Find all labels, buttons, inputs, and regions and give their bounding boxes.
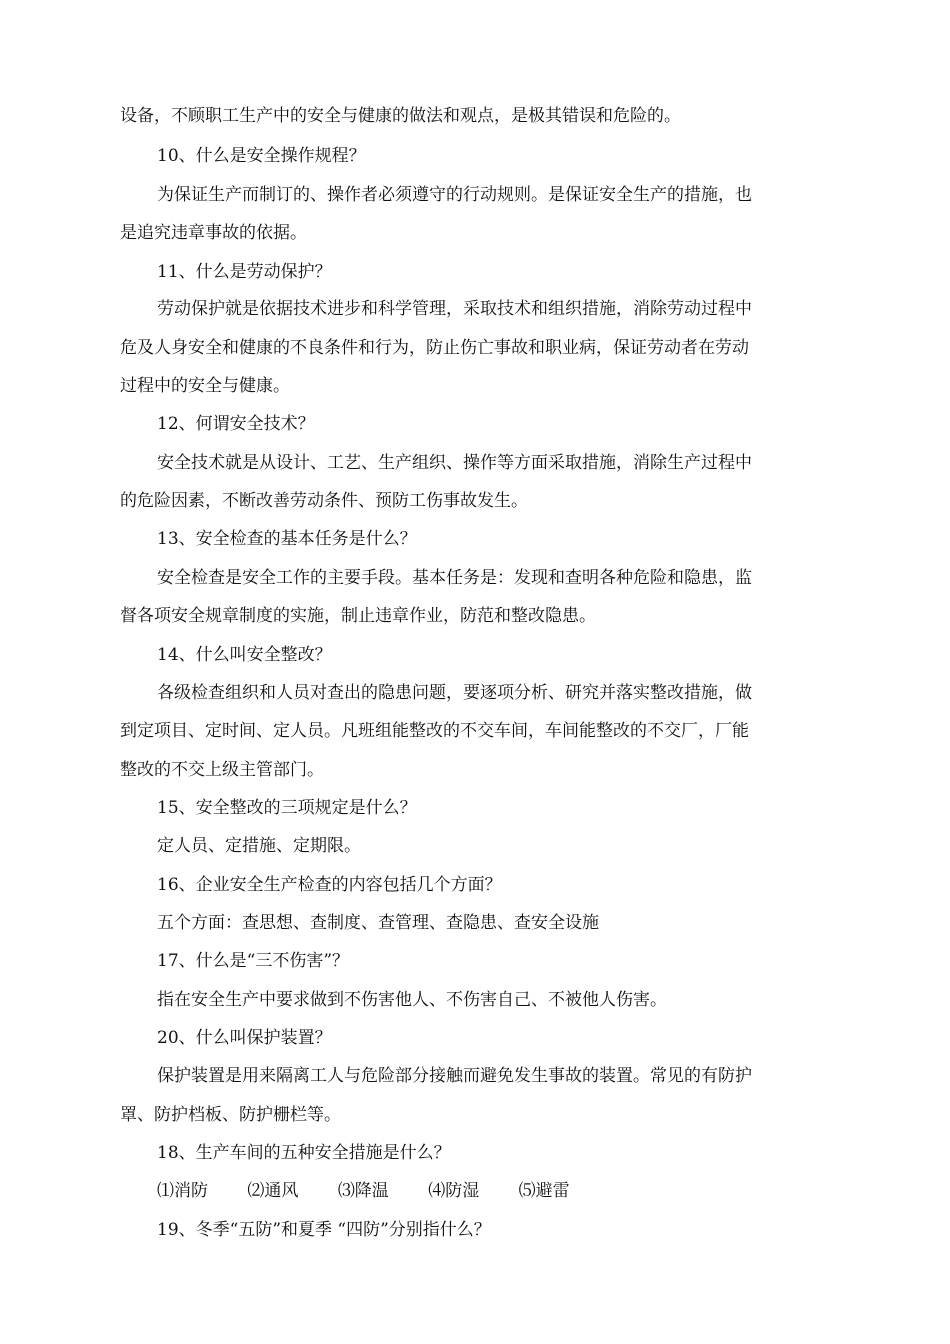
measure-item-lightning: ⑸避雷: [518, 1181, 570, 1201]
answer-9-continuation: 设备，不顾职工生产中的安全与健康的做法和观点，是极其错误和危险的。: [120, 106, 681, 126]
question-20: 20、什么叫保护装置？: [157, 1028, 332, 1048]
answer-18-measures-list: [157, 1179, 570, 1203]
answer-13-line-1: 安全检查是安全工作的主要手段。基本任务是：发现和查明各种危险和隐患，监: [157, 568, 752, 588]
question-10: 10、什么是安全操作规程？: [157, 146, 366, 166]
answer-16: 五个方面：查思想、查制度、查管理、查隐患、查安全设施: [157, 913, 599, 933]
answer-11-line-1: 劳动保护就是依据技术进步和科学管理，采取技术和组织措施，消除劳动过程中: [157, 299, 752, 319]
question-18: 18、生产车间的五种安全措施是什么？: [157, 1143, 451, 1163]
answer-12-line-1: 安全技术就是从设计、工艺、生产组织、操作等方面采取措施，消除生产过程中: [157, 453, 752, 473]
answer-14-line-3: 整改的不交上级主管部门。: [120, 760, 324, 780]
question-16: 16、企业安全生产检查的内容包括几个方面？: [157, 875, 502, 895]
question-17: 17、什么是“三不伤害”？: [157, 951, 350, 971]
answer-14-line-1: 各级检查组织和人员对查出的隐患问题，要逐项分析、研究并落实整改措施，做: [157, 683, 752, 703]
measure-item-fire: ⑴消防: [157, 1181, 208, 1201]
measure-item-ventilation: ⑵通风: [247, 1181, 299, 1201]
answer-20-line-1: 保护装置是用来隔离工人与危险部分接触而避免发生事故的装置。常见的有防护: [157, 1066, 752, 1086]
answer-11-line-2: 危及人身安全和健康的不良条件和行为，防止伤亡事故和职业病，保证劳动者在劳动: [120, 338, 749, 358]
answer-10-line-1: 为保证生产而制订的、操作者必须遵守的行动规则。是保证安全生产的措施，也: [157, 185, 752, 205]
answer-15: 定人员、定措施、定期限。: [157, 836, 361, 856]
question-11: 11、什么是劳动保护？: [157, 262, 332, 282]
answer-11-line-3: 过程中的安全与健康。: [120, 376, 290, 396]
answer-13-line-2: 督各项安全规章制度的实施，制止违章作业，防范和整改隐患。: [120, 606, 596, 626]
answer-20-line-2: 罩、防护档板、防护栅栏等。: [120, 1105, 341, 1125]
question-14: 14、什么叫安全整改？: [157, 645, 332, 665]
answer-12-line-2: 的危险因素，不断改善劳动条件、预防工伤事故发生。: [120, 491, 528, 511]
question-19: 19、冬季“五防”和夏季 “四防”分别指什么？: [157, 1220, 491, 1240]
answer-14-line-2: 到定项目、定时间、定人员。凡班组能整改的不交车间，车间能整改的不交厂，厂能: [120, 721, 749, 741]
question-13: 13、安全检查的基本任务是什么？: [157, 529, 417, 549]
answer-10-line-2: 是追究违章事故的依据。: [120, 223, 307, 243]
question-15: 15、安全整改的三项规定是什么？: [157, 798, 417, 818]
measure-item-cooling: ⑶降温: [337, 1181, 389, 1201]
measure-item-dampness: ⑷防湿: [428, 1181, 480, 1201]
question-12: 12、何谓安全技术？: [157, 414, 315, 434]
answer-17: 指在安全生产中要求做到不伤害他人、不伤害自己、不被他人伤害。: [157, 990, 667, 1010]
